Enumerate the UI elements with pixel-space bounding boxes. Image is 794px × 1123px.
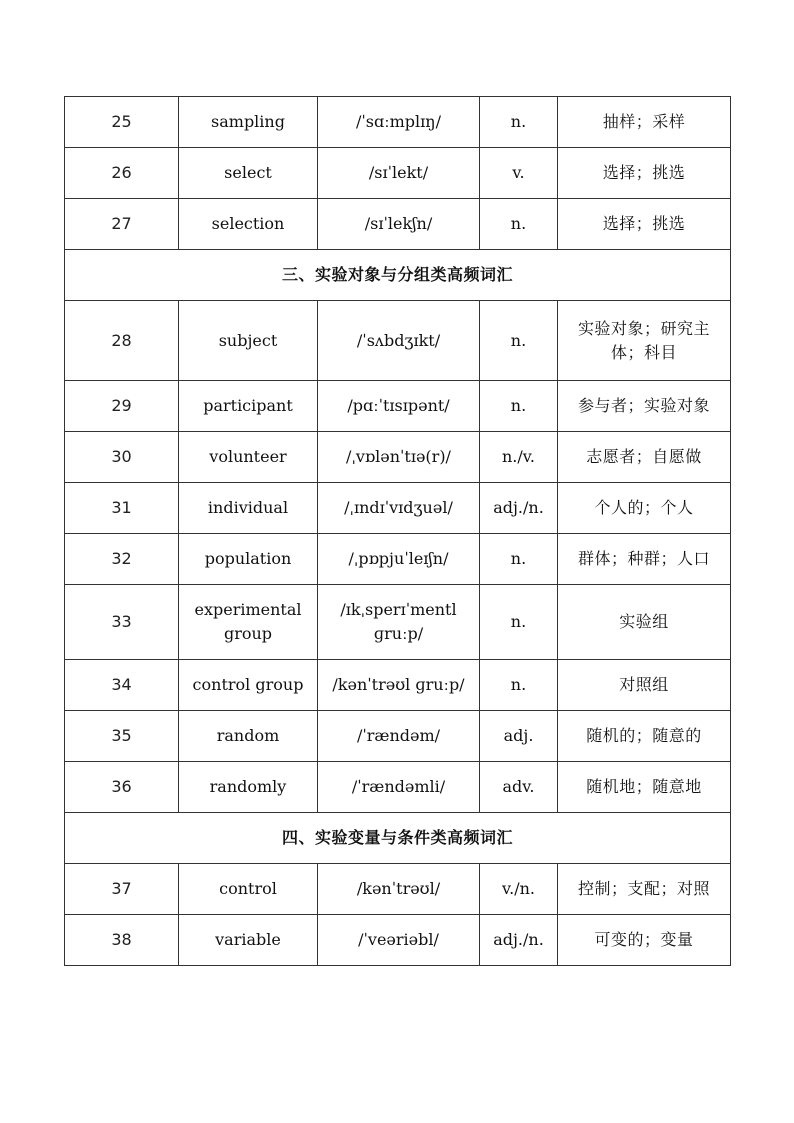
table-row (65, 660, 731, 711)
part-of-speech: adj./n. (480, 483, 558, 534)
phonetic: /sɪˈlekʃn/ (318, 199, 480, 250)
row-number: 30 (65, 432, 179, 483)
phonetic: /sɪˈlekt/ (318, 148, 480, 199)
word: selection (179, 199, 318, 250)
meaning: 控制；支配；对照 (558, 864, 731, 915)
row-number: 38 (65, 915, 179, 966)
part-of-speech: n. (480, 534, 558, 585)
word: random (179, 711, 318, 762)
phonetic: /ˈsɑːmplɪŋ/ (318, 97, 480, 148)
meaning: 群体；种群；人口 (558, 534, 731, 585)
word: sampling (179, 97, 318, 148)
phonetic: /ɪkˌsperɪˈmentl ɡruːp/ (318, 585, 480, 660)
word: variable (179, 915, 318, 966)
meaning: 实验组 (558, 585, 731, 660)
meaning: 志愿者；自愿做 (558, 432, 731, 483)
word: participant (179, 381, 318, 432)
part-of-speech: adv. (480, 762, 558, 813)
word: volunteer (179, 432, 318, 483)
meaning: 对照组 (558, 660, 731, 711)
meaning: 个人的；个人 (558, 483, 731, 534)
part-of-speech: n. (480, 381, 558, 432)
word: individual (179, 483, 318, 534)
phonetic: /ˌvɒlənˈtɪə(r)/ (318, 432, 480, 483)
table-row (65, 97, 731, 148)
row-number: 37 (65, 864, 179, 915)
phonetic: /ˈsʌbdʒɪkt/ (318, 301, 480, 381)
part-of-speech: n./v. (480, 432, 558, 483)
meaning: 参与者；实验对象 (558, 381, 731, 432)
word: control group (179, 660, 318, 711)
section-title: 四、实验变量与条件类高频词汇 (65, 813, 731, 864)
table-row (65, 915, 731, 966)
phonetic: /ˈrændəm/ (318, 711, 480, 762)
table-row (65, 585, 731, 660)
row-number: 32 (65, 534, 179, 585)
word: experimental group (179, 585, 318, 660)
word: population (179, 534, 318, 585)
row-number: 35 (65, 711, 179, 762)
vocabulary-table (64, 96, 731, 966)
row-number: 31 (65, 483, 179, 534)
meaning: 选择；挑选 (558, 199, 731, 250)
part-of-speech: n. (480, 660, 558, 711)
table-row (65, 483, 731, 534)
section-header-row (65, 250, 731, 301)
meaning: 随机的；随意的 (558, 711, 731, 762)
row-number: 33 (65, 585, 179, 660)
word: randomly (179, 762, 318, 813)
meaning: 可变的；变量 (558, 915, 731, 966)
phonetic: /ˌpɒpjuˈleɪʃn/ (318, 534, 480, 585)
phonetic: /ˌɪndɪˈvɪdʒuəl/ (318, 483, 480, 534)
word: select (179, 148, 318, 199)
part-of-speech: n. (480, 97, 558, 148)
table-row (65, 534, 731, 585)
row-number: 34 (65, 660, 179, 711)
word: control (179, 864, 318, 915)
meaning: 实验对象；研究主体；科目 (558, 301, 731, 381)
phonetic: /ˈrændəmli/ (318, 762, 480, 813)
phonetic: /kənˈtrəʊl/ (318, 864, 480, 915)
word: subject (179, 301, 318, 381)
row-number: 29 (65, 381, 179, 432)
meaning: 随机地；随意地 (558, 762, 731, 813)
table-row (65, 301, 731, 381)
section-header-row (65, 813, 731, 864)
meaning: 抽样；采样 (558, 97, 731, 148)
table-row (65, 148, 731, 199)
phonetic: /kənˈtrəʊl ɡruːp/ (318, 660, 480, 711)
phonetic: /pɑːˈtɪsɪpənt/ (318, 381, 480, 432)
table-row (65, 762, 731, 813)
part-of-speech: n. (480, 199, 558, 250)
table-row (65, 199, 731, 250)
table-row (65, 432, 731, 483)
part-of-speech: n. (480, 301, 558, 381)
section-title: 三、实验对象与分组类高频词汇 (65, 250, 731, 301)
phonetic: /ˈveəriəbl/ (318, 915, 480, 966)
part-of-speech: adj./n. (480, 915, 558, 966)
part-of-speech: v./n. (480, 864, 558, 915)
row-number: 25 (65, 97, 179, 148)
row-number: 28 (65, 301, 179, 381)
row-number: 26 (65, 148, 179, 199)
table-row (65, 711, 731, 762)
part-of-speech: v. (480, 148, 558, 199)
meaning: 选择；挑选 (558, 148, 731, 199)
part-of-speech: n. (480, 585, 558, 660)
row-number: 27 (65, 199, 179, 250)
table-row (65, 381, 731, 432)
table-row (65, 864, 731, 915)
row-number: 36 (65, 762, 179, 813)
part-of-speech: adj. (480, 711, 558, 762)
